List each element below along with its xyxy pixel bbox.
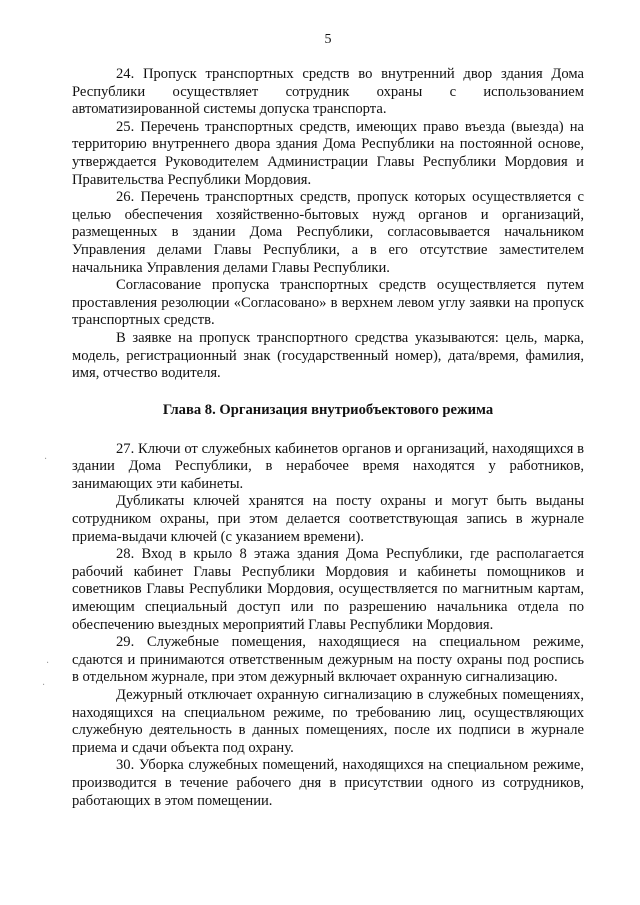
scan-artifact-mark: ·: [46, 658, 50, 669]
paragraph-approval: Согласование пропуска транспортных средств осуществляется путем проставления резолюции «Согласовано» в верхнем левом углу заявки на пропуск транспортных средств.: [72, 277, 584, 329]
paragraph-duty-alarm: Дежурный отключает охранную сигнализацию в служебных помещениях, находящихся на специальном режиме, по требованию лиц, осуществляющих служебную деятельность в данных помещениях, после их подписи в журнале приема и сдачи объекта под охрану.: [72, 687, 584, 756]
paragraph-24: 24. Пропуск транспортных средств во внутренний двор здания Дома Республики осуществляет сотрудник охраны с использованием автоматизированной системы допуска транспорта.: [72, 66, 584, 118]
scan-artifact-mark: ·: [44, 454, 48, 465]
page-number: 5: [324, 32, 332, 47]
paragraph-28: 28. Вход в крыло 8 этажа здания Дома Республики, где располагается рабочий кабинет Главы Республики Мордовия и кабинеты помощников и советников Главы Республики Мордовия, осуществляется по магнитным картам, имеющим специальный доступ или по разрешению начальника отдела по обеспечению выездных мероприятий Главы Республики Мордовия.: [72, 546, 584, 633]
paragraph-request-contents: В заявке на пропуск транспортного средства указываются: цель, марка, модель, регистрационный знак (государственный номер), дата/время, фамилия, имя, отчество водителя.: [72, 329, 584, 382]
scan-artifact-mark: ·: [42, 680, 46, 691]
chapter-heading: Глава 8. Организация внутриобъектового режима: [162, 401, 494, 418]
paragraph-27: 27. Ключи от служебных кабинетов органов и организаций, находящихся в здании Дома Республики, в нерабочее время находятся у работников, занимающих эти кабинеты.: [72, 440, 584, 492]
paragraph-25: 25. Перечень транспортных средств, имеющих право въезда (выезда) на территорию внутреннего двора здания Дома Республики на постоянной основе, утверждается Руководителем Администрации Главы Республики Мордовия и Правительства Республики Мордовия.: [72, 118, 584, 188]
paragraph-26: 26. Перечень транспортных средств, пропуск которых осуществляется с целью обеспечения хозяйственно-бытовых нужд органов и организаций, размещенных в здании Дома Республики, согласовывается начальником Управления делами Главы Республики, а в его отсутствие заместителем начальника Управления делами Главы Республики.: [72, 189, 584, 276]
paragraph-30: 30. Уборка служебных помещений, находящихся на специальном режиме, производится в течение рабочего дня в присутствии одного из сотрудников, работающих в этом помещении.: [72, 757, 584, 809]
paragraph-key-duplicates: Дубликаты ключей хранятся на посту охраны и могут быть выданы сотрудником охраны, при этом делается соответствующая запись в журнале приема-выдачи ключей (с указанием времени).: [72, 493, 584, 545]
paragraph-29: 29. Служебные помещения, находящиеся на специальном режиме, сдаются и принимаются ответственным дежурным на посту охраны под роспись в отдельном журнале, при этом дежурный включает охранную сигнализацию.: [72, 634, 584, 686]
